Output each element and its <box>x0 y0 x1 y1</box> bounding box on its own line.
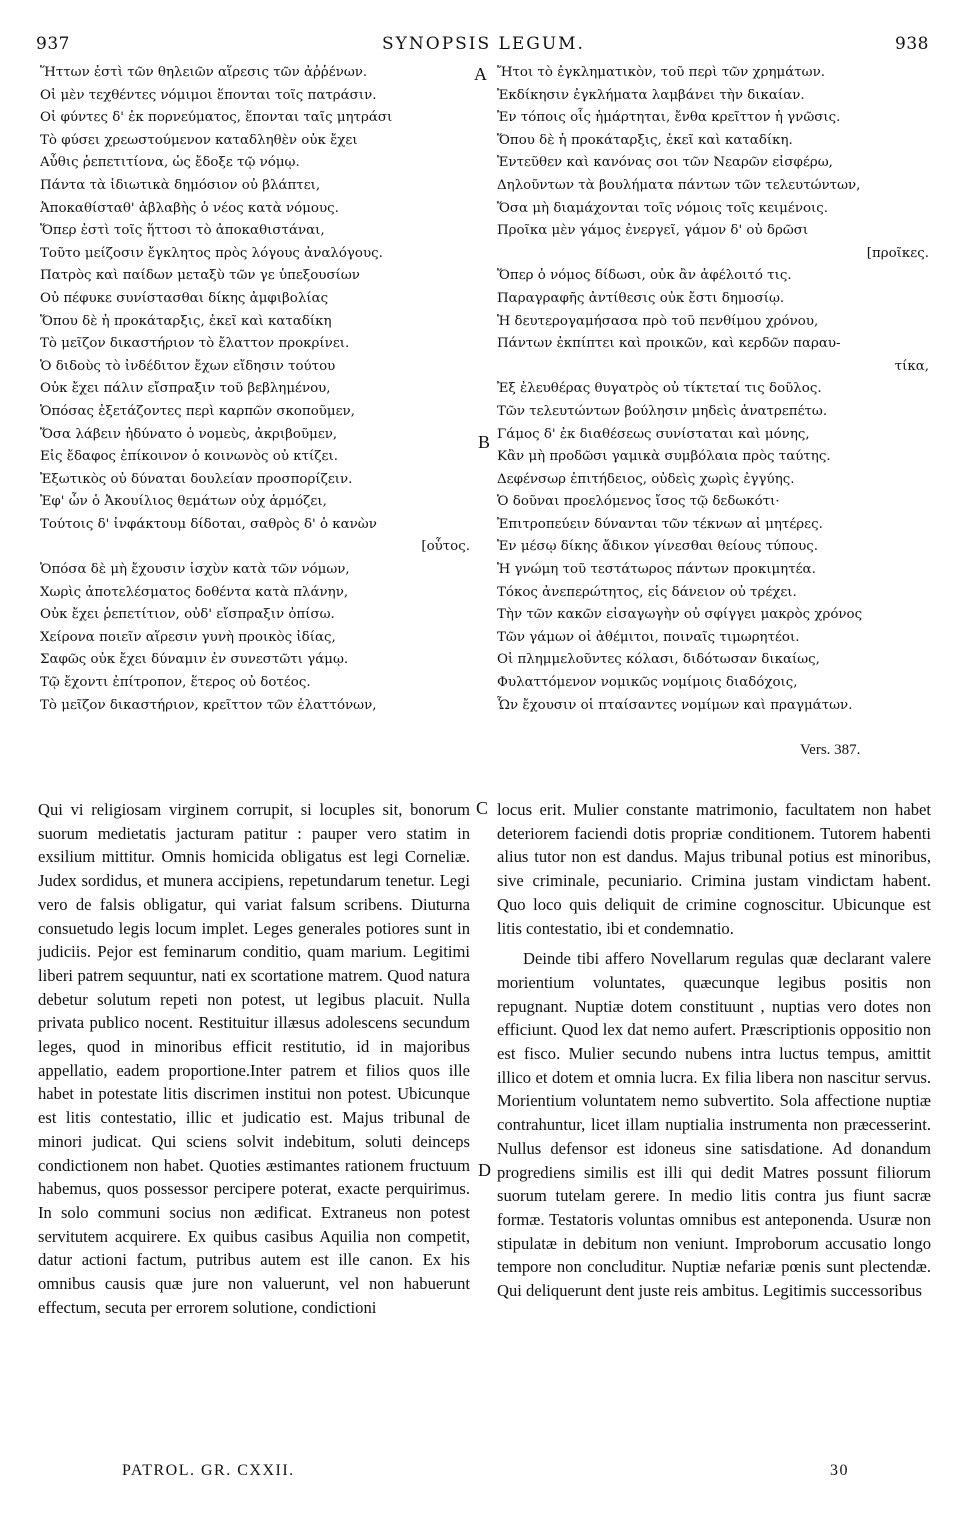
verse-line: Τὸ φύσει χρεωστούμενον καταδληθὲν οὐκ ἔχει <box>40 132 358 148</box>
verse-line: Κἂν μὴ προδῶσι γαμικὰ συμβόλαια πρὸς ταύτης. <box>497 449 831 465</box>
page-number-left: 937 <box>36 34 70 54</box>
verse-line: Γάμος δ' ἐκ διαθέσεως συνίσταται καὶ μόνης, <box>497 426 810 442</box>
verse-line: Ἐν τόποις οἷς ἡμάρτηται, ἔνθα κρεῖττον ἡ γνῶσις. <box>497 110 841 126</box>
verse-line: Ὅσα λάβειν ἠδύνατο ὁ νομεὺς, ἀκριβοῦμεν, <box>40 426 338 442</box>
verse-line: Ἤτοι τὸ ἐγκληματικὸν, τοῦ περὶ τῶν χρημάτων. <box>497 65 825 80</box>
latin-paragraph: locus erit. Mulier constante matrimonio, facultatem non habet deteriorem faciendi dotis propriæ conditionem. Tutorem habenti alius tutor non est dandus. Majus tribunal potius est minoribus, sive criminale, pecuniario. Crimina justam vindictam habent. Quo loco quis deliquit de crimine cognoscitur. Ubicunque est litis contestatio, ibi et condemnatio. <box>497 800 931 938</box>
verse-line: Ἐντεῦθεν καὶ κανόνας σοι τῶν Νεαρῶν εἰσφέρω, <box>497 155 833 171</box>
latin-paragraph: Qui vi religiosam virginem corrupit, si locuples sit, bonorum suorum medietatis jacturam patitur : pauper vero statim in exsilium mittitur. Omnis homicida obligatus est legi Corneliæ. Judex sordidus, et munera accipiens, repetundarum tenetur. Legi vero de falsis obligatur, qui variat falsum scribens. Diuturna consuetudo legis locum implet. Leges generales potiores sunt in judiciis. Pejor est feminarum conditio, quam marium. Legitimi liberi patrem sequuntur, nati ex scortatione matrem. Quod natura debetur solutum repeti non potest, ut legibus placuit. Nulla privata publico nocent. Restituitur illæsus adolescens secundum leges, quod in minoribus efficit restitutio, id in majoribus appellatio, eadem proportione.Inter patrem et filios quos ille habet in potestate litis discrimen institui non potest. Ubicunque est litis contestatio, illic et judicatio est. Majus tribunal de minori judicat. Qui sciens solvit indebitum, soluti deinceps condictionem non habet. Quoties æstimantes rationem fructuum habemus, quos possessor percipere poterat, exacte perquirimus. In solo communi socius non ædificat. Extraneus non potest servitutem acquirere. Ex quibus casibus Aquilia non competit, datur actioni factum, putribus autem est ille canon. Ex his omnibus causis quæ jure non valuerunt, vel non habuerunt effectum, secuta per errorem solutione, condictioni <box>38 800 470 1317</box>
latin-column-left <box>38 798 470 1319</box>
verse-line: Τοῦτο μείζοσιν ἔγκλητος πρὸς λόγους ἀναλόγους. <box>40 245 383 261</box>
verse-line: Παραγραφῆς ἀντίθεσις οὐκ ἔστι δημοσίῳ. <box>497 290 785 306</box>
verse-line: Αὖθις ῥεπετιτίονα, ὡς ἔδοξε τῷ νόμῳ. <box>40 155 300 171</box>
verse-line: Ἐπιτροπεύειν δύνανται τῶν τέκνων αἱ μητέρες. <box>497 516 823 532</box>
verse-line: Οὐ πέφυκε συνίστασθαι δίκης ἀμφιβολίας <box>40 290 329 306</box>
verse-line: Ὅπερ ἐστὶ τοῖς ἥττοσι τὸ ἀποκαθιστάναι, <box>40 223 325 239</box>
page-number-right: 938 <box>895 34 929 54</box>
margin-marker-a: A <box>474 64 487 84</box>
verse-line: Ὁ διδοὺς τὸ ἰνδέδιτον ἔχων εἴδησιν τούτου <box>40 358 336 374</box>
verse-line: Ὁ δοῦναι προελόμενος ἴσος τῷ δεδωκότι· <box>497 494 780 510</box>
verse-line: Τόκος ἀνεπερώτητος, εἰς δάνειον οὐ τρέχει. <box>497 584 797 600</box>
verse-line: Προῖκα μὲν γάμος ἐνεργεῖ, γάμον δ' οὐ δρῶσι <box>497 223 809 239</box>
verse-continuation: [προῖκες. <box>866 245 929 261</box>
verse-line: Δηλοῦντων τὰ βουλήματα πάντων τῶν τελευτώντων, <box>497 177 861 193</box>
verse-line: Ἐκδίκησιν ἐγκλήματα λαμβάνει τὴν δικαίαν. <box>497 87 805 103</box>
verse-line: Ὅπου δὲ ἡ προκάταρξις, ἐκεῖ καὶ καταδίκη. <box>497 132 793 148</box>
verse-line: Τῷ ἔχοντι ἐπίτροπον, ἕτερος οὐ δοτέος. <box>40 675 311 691</box>
verse-line: Τὸ μεῖζον δικαστήριον, κρεῖττον τῶν ἐλαττόνων, <box>40 697 377 713</box>
verse-number: Vers. 387. <box>800 742 861 758</box>
verse-line: Δεφένσωρ ἐπιτήδειος, οὐδεὶς χωρὶς ἐγγύης. <box>497 471 795 487</box>
verse-line: Τῶν τελευτώντων βούλησιν μηδεὶς ἀνατρεπέτω. <box>497 403 828 419</box>
verse-line: Πατρὸς καὶ παίδων μεταξὺ τῶν γε ὑπεξουσίων <box>40 268 360 284</box>
verse-line: Χωρὶς ἀποτελέσματος δοθέντα κατὰ πλάνην, <box>40 584 349 600</box>
verse-line: Πάντα τὰ ἰδιωτικὰ δημόσιον οὐ βλάπτει, <box>40 177 321 193</box>
verse-line: Ἡ δευτερογαμήσασα πρὸ τοῦ πενθίμου χρόνου, <box>497 313 819 329</box>
margin-marker-c: C <box>476 798 489 818</box>
verse-line: Οἱ πλημμελοῦντες κόλασι, διδότωσαν δικαίως, <box>497 652 820 668</box>
verse-line: Σαφῶς οὐκ ἔχει δύναμιν ἐν συνεστῶτι γάμῳ. <box>40 652 349 668</box>
greek-column-left <box>40 62 470 717</box>
verse-line: Τὴν τῶν κακῶν εἰσαγωγὴν οὐ σφίγγει μακρὸς χρόνος <box>497 607 863 623</box>
verse-line: Ὁπόσα δὲ μὴ ἔχουσιν ἰσχὺν κατὰ τῶν νόμων, <box>40 562 350 578</box>
verse-line: Οἱ μὲν τεχθέντες νόμιμοι ἕπονται τοῖς πατράσιν. <box>40 87 377 103</box>
verse-line: Ὧν ἔχουσιν οἱ πταίσαντες νομίμων καὶ πραγμάτων. <box>497 697 853 713</box>
verse-line: Ἐν μέσῳ δίκης ἄδικον γίνεσθαι θείους τύπους. <box>497 539 819 555</box>
verse-line: Ἐξ ἐλευθέρας θυγατρὸς οὐ τίκτεταί τις δοῦλος. <box>497 381 822 397</box>
verse-continuation: τίκα, <box>894 358 929 374</box>
verse-line: Τῶν γάμων οἱ ἀθέμιτοι, ποιναῖς τιμωρητέοι. <box>497 629 800 645</box>
verse-line: Ἐφ' ὧν ὁ Ἀκουίλιος θεμάτων οὐχ ἁρμόζει, <box>40 494 327 510</box>
latin-column-right <box>497 798 931 1303</box>
margin-marker-b: B <box>478 432 491 452</box>
verse-line: Χείρονα ποιεῖν αἵρεσιν γυνὴ προικὸς ἰδίας, <box>40 629 336 645</box>
verse-line: Ἀποκαθίσταθ' ἀβλαβὴς ὁ νέος κατὰ νόμους. <box>40 200 339 216</box>
margin-marker-d: D <box>478 1160 491 1180</box>
verse-line: Τὸ μεῖζον δικαστήριον τὸ ἔλαττον προκρίνει. <box>40 336 350 352</box>
verse-line: Φυλαττόμενον νομικῶς νομίμοις διαδόχοις, <box>497 675 798 691</box>
verse-line: Εἰς ἔδαφος ἐπίκοινον ὁ κοινωνὸς οὐ κτίζει. <box>40 449 338 465</box>
verse-line: Ἥττων ἐστὶ τῶν θηλειῶν αἵρεσις τῶν ἀῤῥένων. <box>40 65 368 80</box>
running-title: SYNOPSIS LEGUM. <box>382 34 585 54</box>
source-footer: PATROL. GR. CXXII. <box>122 1462 295 1479</box>
greek-column-right <box>497 62 929 717</box>
verse-line: Ἐξωτικὸς οὐ δύναται δουλείαν προσπορίζειν. <box>40 471 353 487</box>
verse-line: Ὁπόσας ἐξετάζοντες περὶ καρπῶν σκοποῦμεν, <box>40 403 355 419</box>
latin-paragraph: Deinde tibi affero Novellarum regulas quæ declarant valere morientium voluntates, quæcunque legibus positis non repugnant. Nuptiæ dotem constituunt , nuptias vero dotes non efficiunt. Quod lex dat nemo aufert. Præscriptionis oppositio non est fisco. Mulier secundo nubens intra luctus tempus, amittit illico et dotem et omnia lucra. Ex filia libera non nascitur servus. Morientium voluntatem nemo subvertito. Sola affectione nuptiæ contrahuntur, licet illam nuptialia instrumenta non præcesserint. Nullus defensor est idoneus sine satisdatione. Ad donandum progrediens similis est illi qui dedit Matres possunt filiorum suorum tutelam gerere. In medio litis contra jus fiunt sacræ formæ. Testatoris voluntas omnibus est anteponenda. Usuræ non stipulatæ in debitum non veniunt. Improborum accusatio longo tempore non concluditur. Nuptiæ nefariæ pœnis sunt plectendæ. Qui deliquerunt dent juste reis ambitus. Legitimis successoribus <box>497 949 931 1301</box>
verse-continuation: [οὗτος. <box>421 539 470 555</box>
verse-line: Ὅσα μὴ διαμάχονται τοῖς νόμοις τοῖς κειμένοις. <box>497 200 829 216</box>
verse-line: Πάντων ἐκπίπτει καὶ προικῶν, καὶ κερδῶν παραυ- <box>497 336 841 352</box>
signature-mark: 30 <box>830 1462 849 1479</box>
verse-line: Ὅπου δὲ ἡ προκάταρξις, ἐκεῖ καὶ καταδίκη <box>40 313 332 329</box>
verse-line: Ὅπερ ὁ νόμος δίδωσι, οὐκ ἂν ἀφέλοιτό τις. <box>497 268 792 284</box>
verse-line: Οὐκ ἔχει πάλιν εἴσπραξιν τοῦ βεβλημένου, <box>40 381 331 397</box>
verse-line: Οἱ φύντες δ' ἐκ πορνεύματος, ἕπονται ταῖς μητράσι <box>40 110 393 126</box>
verse-line: Ἡ γνώμη τοῦ τεστάτωρος πάντων προκιμητέα. <box>497 562 816 578</box>
verse-line: Οὐκ ἔχει ῥεπετίτιον, οὐδ' εἴσπραξιν ὀπίσω. <box>40 607 335 623</box>
verse-line: Τούτοις δ' ἰνφάκτουμ δίδοται, σαθρὸς δ' ὁ κανὼν <box>40 516 377 532</box>
